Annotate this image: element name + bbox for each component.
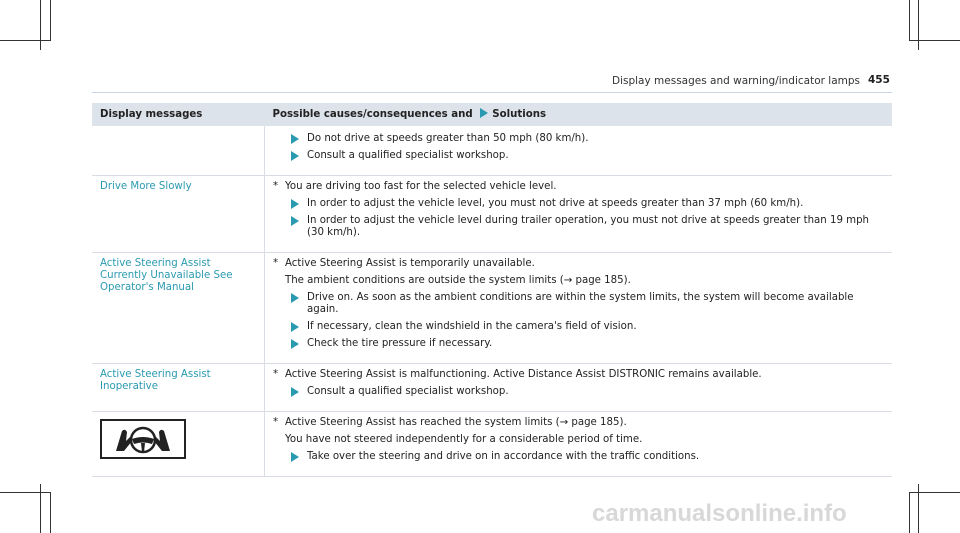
table-row [92, 412, 892, 477]
solution-arrow-icon [291, 322, 299, 332]
cause-text: You are driving too fast for the selected vehicle level. [285, 181, 557, 192]
solution-text: Do not drive at speeds greater than 50 mph (80 km/h). [307, 133, 589, 144]
crop-mark [909, 492, 910, 533]
solution-step [291, 198, 884, 210]
solution-step [291, 133, 884, 145]
message-cell: Active Steering Assist Currently Unavailable See Operator's Manual [92, 253, 265, 364]
solution-arrow-icon [291, 387, 299, 397]
crop-mark [918, 0, 919, 50]
cause-text: Active Steering Assist has reached the system limits (→ page 185). [285, 417, 627, 428]
column-header-causes [265, 103, 893, 126]
solution-text: In order to adjust the vehicle level during trailer operation, you must not drive at speeds greater than 19 mph (30 km/h). [307, 215, 870, 238]
crop-mark [50, 0, 51, 41]
table-row [92, 126, 892, 176]
crop-mark [50, 492, 51, 533]
column-header-messages: Display messages [92, 103, 265, 126]
message-cell: Active Steering Assist Inoperative [92, 364, 265, 412]
solution-arrow-icon [291, 293, 299, 303]
causes-cell [265, 253, 893, 364]
solution-arrow-icon [291, 134, 299, 144]
message-cell: Drive More Slowly [92, 176, 265, 253]
solution-arrow-icon [291, 216, 299, 226]
solution-text: Consult a qualified specialist workshop. [307, 386, 509, 397]
table-row [92, 176, 892, 253]
steering-wheel-hands-icon [100, 419, 186, 459]
solution-step [291, 150, 884, 162]
solution-step [291, 338, 884, 350]
table-row [92, 253, 892, 364]
solution-arrow-icon [291, 151, 299, 161]
solution-text: Drive on. As soon as the ambient conditions are within the system limits, the system will become available again. [307, 292, 854, 315]
column-header-solutions-text: Solutions [492, 109, 547, 120]
page-number: 455 [868, 74, 890, 86]
table-row [92, 364, 892, 412]
solution-text: Check the tire pressure if necessary. [307, 338, 493, 349]
crop-mark [909, 0, 910, 41]
solution-text: In order to adjust the vehicle level, you must not drive at speeds greater than 37 mph (60 km/h). [307, 198, 804, 209]
cause-detail: The ambient conditions are outside the system limits (→ page 185). [285, 275, 631, 286]
message-cell [92, 126, 265, 176]
column-header-causes-text: Possible causes/consequences and [272, 109, 473, 120]
crop-mark [0, 492, 50, 493]
crop-mark [40, 0, 41, 50]
causes-cell [265, 126, 893, 176]
solution-step [291, 292, 884, 316]
cause-item: * You are driving too fast for the selected vehicle level. [273, 181, 557, 192]
causes-cell [265, 364, 893, 412]
cause-text: Active Steering Assist is temporarily unavailable. [285, 258, 535, 269]
cause-detail: You have not steered independently for a considerable period of time. [285, 434, 643, 445]
solution-step [291, 215, 884, 239]
solution-arrow-icon [291, 339, 299, 349]
solution-arrow-icon [291, 452, 299, 462]
display-messages-table [92, 103, 892, 477]
cause-text: Active Steering Assist is malfunctioning. Active Distance Assist DISTRONIC remains available. [285, 369, 762, 380]
solution-text: If necessary, clean the windshield in the camera's field of vision. [307, 321, 637, 332]
solution-text: Consult a qualified specialist workshop. [307, 150, 509, 161]
solution-arrow-icon [480, 108, 488, 118]
crop-mark [0, 40, 50, 41]
message-cell [92, 412, 265, 477]
solution-step [291, 386, 884, 398]
solution-step [291, 451, 884, 463]
watermark: carmanualsonline.info [592, 500, 847, 527]
solution-arrow-icon [291, 199, 299, 209]
solution-text: Take over the steering and drive on in accordance with the traffic conditions. [307, 451, 700, 462]
crop-mark [918, 484, 919, 533]
causes-cell [265, 176, 893, 253]
causes-cell [265, 412, 893, 477]
steering-wheel-hands-icon-svg [108, 423, 178, 455]
running-header: Display messages and warning/indicator lamps [612, 75, 860, 87]
crop-mark [40, 484, 41, 533]
table-header-row [92, 103, 892, 126]
header-rule [92, 92, 892, 93]
cause-item: * Active Steering Assist is temporarily unavailable. [273, 258, 535, 269]
solution-step [291, 321, 884, 333]
cause-item: * Active Steering Assist has reached the system limits (→ page 185). [273, 417, 627, 428]
cause-item: * Active Steering Assist is malfunctioning. Active Distance Assist DISTRONIC remains available. [273, 369, 762, 380]
